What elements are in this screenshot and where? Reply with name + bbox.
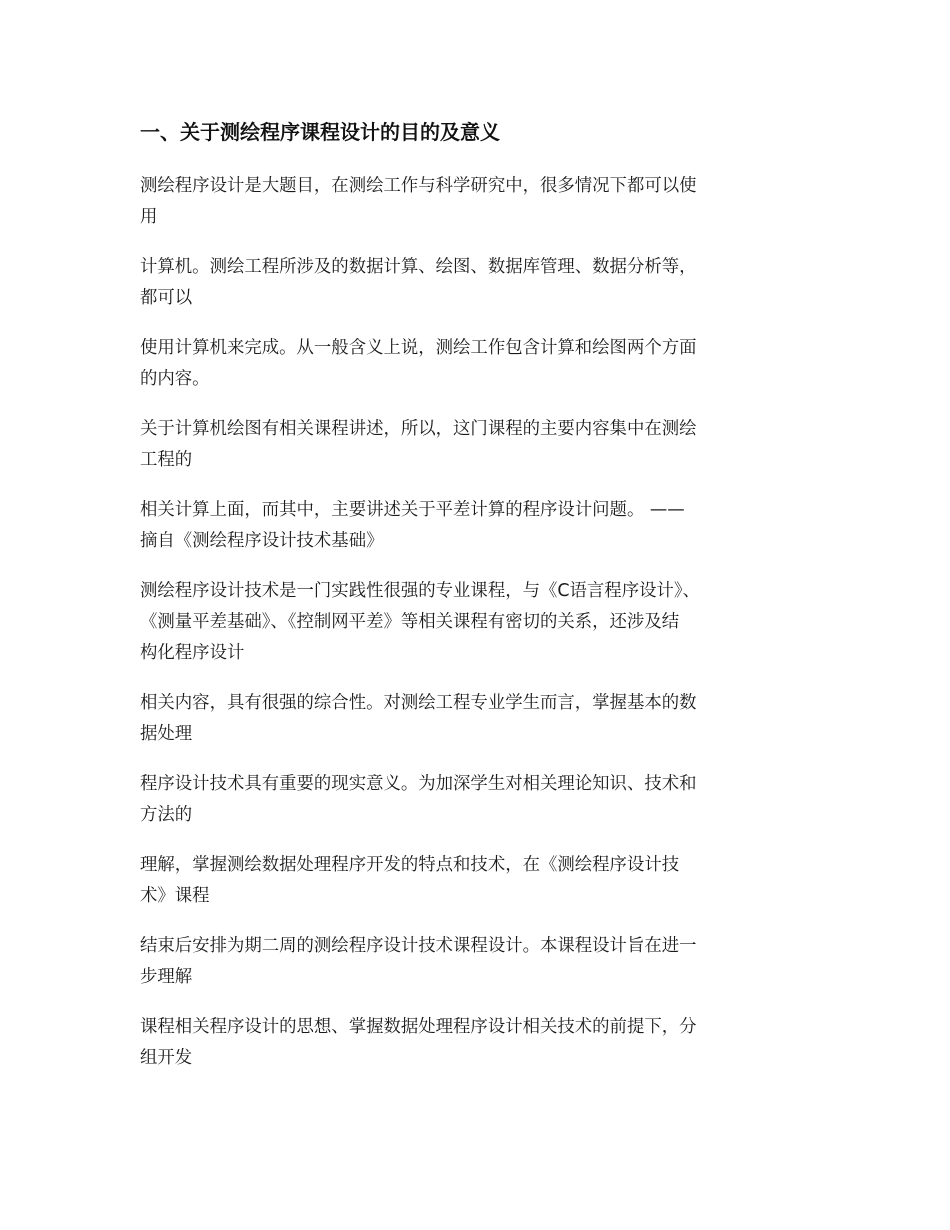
paragraph: 结束后安排为期二周的测绘程序设计技术课程设计。本课程设计旨在进一 步理解 [140,936,697,987]
paragraph: 程序设计技术具有重要的现实意义。为加深学生对相关理论知识、技术和 方法的 [140,774,697,825]
paragraph: 相关内容，具有很强的综合性。对测绘工程专业学生而言，掌握基本的数 据处理 [140,693,697,744]
paragraph: 计算机。测绘工程所涉及的数据计算、绘图、数据库管理、数据分析等， 都可以 [140,257,697,308]
paragraph: 关于计算机绘图有相关课程讲述，所以，这门课程的主要内容集中在测绘 工程的 [140,419,697,470]
paragraph: 测绘程序设计技术是一门实践性很强的专业课程，与《C语言程序设计》、 《测量平差基础》、《控制网平差》等相关课程有密切的关系，还涉及结 构化程序设计 [140,581,700,663]
document-page [140,116,820,1093]
paragraph: 理解，掌握测绘数据处理程序开发的特点和技术，在《测绘程序设计技 术》课程 [140,855,680,906]
paragraph: 课程相关程序设计的思想、掌握数据处理程序设计相关技术的前提下，分 组开发 [140,1017,697,1068]
paragraph: 测绘程序设计是大题目，在测绘工作与科学研究中，很多情况下都可以使 用 [140,176,697,227]
paragraph: 使用计算机来完成。从一般含义上说，测绘工作包含计算和绘图两个方面 的内容。 [140,338,697,389]
paragraph: 相关计算上面，而其中，主要讲述关于平差计算的程序设计问题。 —— 摘自《测绘程序设计技术基础》 [140,500,685,551]
section-heading: 一、关于测绘程序课程设计的目的及意义 [140,120,500,144]
